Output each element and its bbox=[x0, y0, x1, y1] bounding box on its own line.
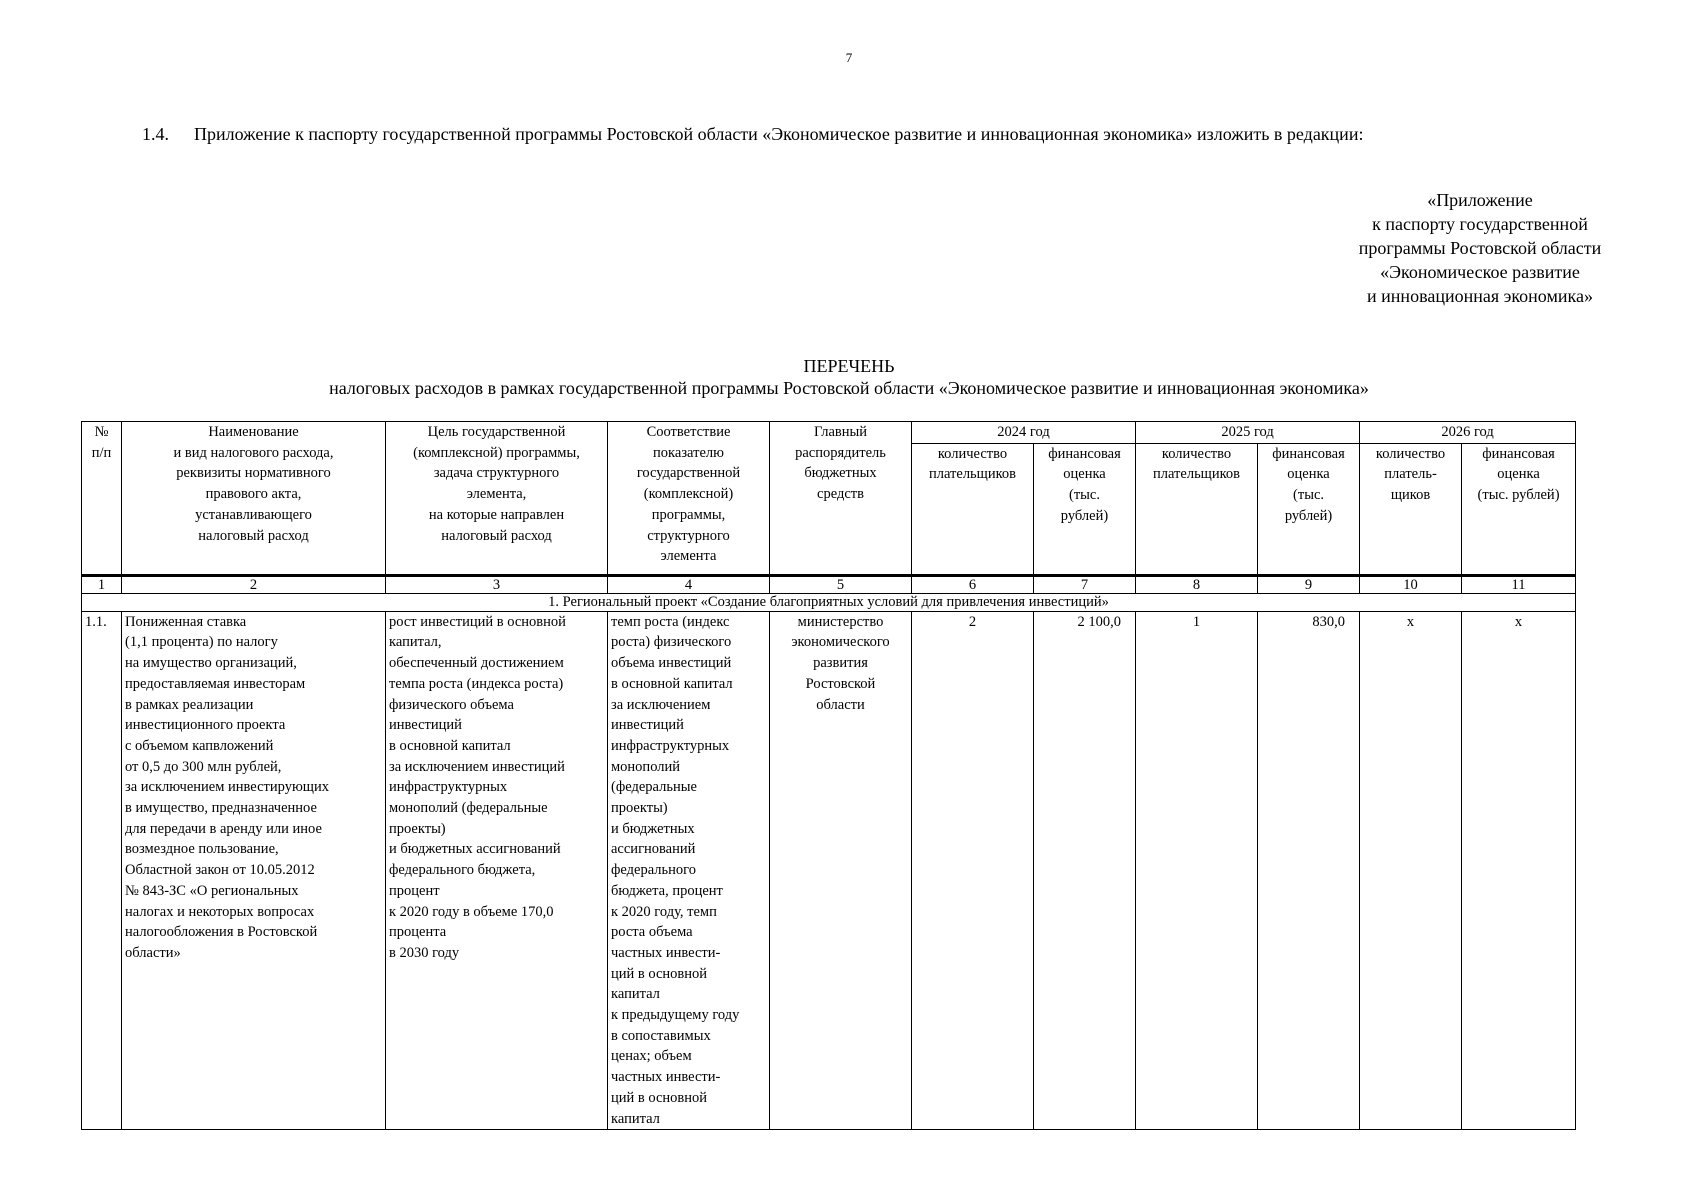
cell-line: процента bbox=[389, 924, 447, 941]
cell-line: темпа роста (индекса роста) bbox=[389, 675, 564, 692]
column-number: 3 bbox=[386, 575, 608, 593]
cell-line: рублей) bbox=[1284, 507, 1333, 524]
cell-line: количество bbox=[1161, 445, 1232, 462]
cell-line: к 2020 году в объеме 170,0 bbox=[389, 903, 554, 920]
cell-line: средств bbox=[817, 486, 864, 503]
cell-line: программы, bbox=[651, 506, 726, 523]
payers-2026: х bbox=[1360, 611, 1462, 1130]
cell-line: элемента, bbox=[466, 486, 527, 503]
column-number: 5 bbox=[770, 575, 912, 593]
header-num bbox=[82, 422, 122, 576]
cell-line: капитал bbox=[611, 1110, 660, 1127]
cell-line: № bbox=[94, 424, 109, 440]
header-finance-2026 bbox=[1462, 443, 1576, 575]
header-manager bbox=[770, 422, 912, 576]
row-number: 1.1. bbox=[82, 611, 122, 1130]
column-number: 7 bbox=[1034, 575, 1136, 593]
cell-line: инфраструктурных bbox=[389, 779, 508, 796]
cell-line: за исключением инвестиций bbox=[389, 758, 565, 775]
intro-text: Приложение к паспорту государственной программы Ростовской области «Экономическое развитие и инновационная экономика» изложить в редакции: bbox=[194, 124, 1364, 144]
cell-line: в 2030 году bbox=[389, 944, 460, 961]
header-compliance bbox=[608, 422, 770, 576]
cell-line: Соответствие bbox=[646, 424, 731, 440]
cell-line: обеспеченный достижением bbox=[389, 655, 564, 672]
header-year-2025: 2025 год bbox=[1136, 422, 1360, 444]
cell-line: (комплексной) программы, bbox=[413, 444, 580, 461]
finance-2025: 830,0 bbox=[1258, 611, 1360, 1130]
appendix-header bbox=[1330, 188, 1630, 308]
cell-line: бюджета, процент bbox=[611, 882, 723, 899]
cell-line: Областной закон от 10.05.2012 bbox=[125, 862, 315, 879]
cell-line: устанавливающего bbox=[195, 506, 312, 523]
cell-line: на которые направлен bbox=[428, 506, 565, 523]
cell-line: экономического bbox=[791, 634, 890, 651]
appendix-line: «Экономическое развитие bbox=[1380, 262, 1580, 282]
intro-paragraph bbox=[142, 124, 1363, 145]
cell-line: к 2020 году, темп bbox=[611, 903, 717, 920]
cell-line: рублей) bbox=[1060, 507, 1109, 524]
header-name bbox=[122, 422, 386, 576]
column-number: 11 bbox=[1462, 575, 1576, 593]
tax-expenses-table bbox=[81, 421, 1576, 1130]
budget-manager bbox=[770, 611, 912, 1130]
header-year-2026: 2026 год bbox=[1360, 422, 1576, 444]
tax-expense-name bbox=[122, 611, 386, 1130]
indicator-compliance bbox=[608, 611, 770, 1130]
cell-line: финансовая bbox=[1272, 445, 1345, 462]
cell-line: роста объема bbox=[611, 924, 693, 941]
cell-line: Пониженная ставка bbox=[125, 613, 247, 630]
cell-line: проекты) bbox=[389, 820, 446, 837]
title-sub: налоговых расходов в рамках государственной программы Ростовской области «Экономическое развитие и инновационная экономика» bbox=[329, 378, 1369, 398]
cell-line: налогообложения в Ростовской bbox=[125, 924, 318, 941]
cell-line: в основной капитал bbox=[389, 737, 511, 754]
cell-line: в имущество, предназначенное bbox=[125, 800, 317, 817]
cell-line: ассигнований bbox=[611, 841, 696, 858]
cell-line: задача структурного bbox=[433, 465, 560, 482]
cell-line: инвестиций bbox=[611, 717, 684, 734]
cell-line: частных инвести- bbox=[611, 1069, 721, 1086]
cell-line: объема инвестиций bbox=[611, 655, 732, 672]
cell-line: монополий (федеральные bbox=[389, 800, 548, 817]
cell-line: бюджетных bbox=[804, 465, 877, 482]
cell-line: плательщиков bbox=[928, 466, 1016, 483]
cell-line: области» bbox=[125, 944, 181, 961]
cell-line: физического объема bbox=[389, 696, 514, 713]
appendix-line: к паспорту государственной bbox=[1372, 214, 1588, 234]
cell-line: п/п bbox=[91, 444, 112, 461]
cell-line: налогах и некоторых вопросах bbox=[125, 903, 315, 920]
column-number: 4 bbox=[608, 575, 770, 593]
cell-line: Ростовской bbox=[805, 675, 876, 692]
appendix-line: и инновационная экономика» bbox=[1367, 286, 1593, 306]
cell-line: за исключением инвестирующих bbox=[125, 779, 329, 796]
cell-line: процент bbox=[389, 882, 440, 899]
header-finance-2024 bbox=[1034, 443, 1136, 575]
cell-line: (комплексной) bbox=[643, 486, 734, 503]
intro-number: 1.4. bbox=[142, 124, 169, 144]
column-number: 10 bbox=[1360, 575, 1462, 593]
cell-line: частных инвести- bbox=[611, 944, 721, 961]
header-finance-2025 bbox=[1258, 443, 1360, 575]
cell-line: (федеральные bbox=[611, 779, 697, 796]
payers-2024: 2 bbox=[912, 611, 1034, 1130]
cell-line: ценах; объем bbox=[611, 1048, 692, 1065]
appendix-line: «Приложение bbox=[1427, 190, 1533, 210]
cell-line: рост инвестиций в основной bbox=[389, 613, 566, 630]
column-number: 8 bbox=[1136, 575, 1258, 593]
document-title bbox=[0, 355, 1698, 399]
cell-line: оценка bbox=[1287, 466, 1330, 483]
cell-line: № 843-ЗС «О региональных bbox=[125, 882, 299, 899]
column-number-row bbox=[82, 575, 1576, 593]
cell-line: количество bbox=[937, 445, 1008, 462]
header-payers-2026 bbox=[1360, 443, 1462, 575]
cell-line: в основной капитал bbox=[611, 675, 733, 692]
cell-line: оценка bbox=[1063, 466, 1106, 483]
cell-line: темп роста (индекс bbox=[611, 613, 730, 630]
header-payers-2025 bbox=[1136, 443, 1258, 575]
cell-line: (1,1 процента) по налогу bbox=[125, 634, 278, 651]
cell-line: структурного bbox=[647, 527, 730, 544]
cell-line: Наименование bbox=[208, 424, 299, 440]
cell-line: от 0,5 до 300 млн рублей, bbox=[125, 758, 282, 775]
cell-line: налоговый расход bbox=[198, 527, 309, 544]
page-number: 7 bbox=[845, 50, 853, 65]
appendix-line: программы Ростовской области bbox=[1358, 238, 1602, 258]
header-goal bbox=[386, 422, 608, 576]
program-goal bbox=[386, 611, 608, 1130]
cell-line: платель- bbox=[1384, 466, 1437, 483]
column-number: 9 bbox=[1258, 575, 1360, 593]
cell-line: щиков bbox=[1390, 487, 1431, 504]
cell-line: ций в основной bbox=[611, 965, 708, 982]
cell-line: ций в основной bbox=[611, 1089, 708, 1106]
cell-line: количество bbox=[1375, 445, 1446, 462]
title-main: ПЕРЕЧЕНЬ bbox=[803, 356, 895, 376]
header-year-2024: 2024 год bbox=[912, 422, 1136, 444]
cell-line: проекты) bbox=[611, 800, 668, 817]
cell-line: в рамках реализации bbox=[125, 696, 254, 713]
cell-line: за исключением bbox=[611, 696, 711, 713]
cell-line: реквизиты нормативного bbox=[176, 465, 331, 482]
cell-line: (тыс. bbox=[1293, 487, 1324, 504]
cell-line: к предыдущему году bbox=[611, 1007, 740, 1024]
cell-line: оценка bbox=[1497, 466, 1540, 483]
finance-2026: х bbox=[1462, 611, 1576, 1130]
cell-line: предоставляемая инвесторам bbox=[125, 675, 306, 692]
cell-line: капитал, bbox=[389, 634, 442, 651]
cell-line: на имущество организаций, bbox=[125, 655, 297, 672]
cell-line: налоговый расход bbox=[441, 527, 552, 544]
cell-line: возмездное пользование, bbox=[125, 841, 279, 858]
section-row bbox=[82, 593, 1576, 611]
cell-line: развития bbox=[813, 655, 868, 672]
cell-line: в сопоставимых bbox=[611, 1027, 711, 1044]
payers-2025: 1 bbox=[1136, 611, 1258, 1130]
cell-line: финансовая bbox=[1048, 445, 1121, 462]
finance-2024: 2 100,0 bbox=[1034, 611, 1136, 1130]
cell-line: правового акта, bbox=[205, 486, 302, 503]
cell-line: плательщиков bbox=[1153, 466, 1241, 483]
cell-line: для передачи в аренду или иное bbox=[125, 820, 322, 837]
cell-line: инфраструктурных bbox=[611, 737, 730, 754]
cell-line: государственной bbox=[636, 465, 741, 482]
cell-line: инвестиционного проекта bbox=[125, 717, 286, 734]
cell-line: и вид налогового расхода, bbox=[173, 444, 334, 461]
cell-line: показателю bbox=[653, 444, 724, 461]
cell-line: роста) физического bbox=[611, 634, 732, 651]
cell-line: области bbox=[816, 696, 865, 713]
cell-line: и бюджетных bbox=[611, 820, 695, 837]
cell-line: инвестиций bbox=[389, 717, 462, 734]
cell-line: элемента bbox=[660, 548, 717, 565]
table-row bbox=[82, 611, 1576, 1130]
cell-line: (тыс. bbox=[1069, 487, 1100, 504]
cell-line: Цель государственной bbox=[427, 424, 566, 440]
column-number: 2 bbox=[122, 575, 386, 593]
header-payers-2024 bbox=[912, 443, 1034, 575]
section-title: 1. Региональный проект «Создание благоприятных условий для привлечения инвестиций» bbox=[82, 593, 1576, 611]
column-number: 6 bbox=[912, 575, 1034, 593]
cell-line: (тыс. рублей) bbox=[1477, 487, 1560, 504]
cell-line: федерального бюджета, bbox=[389, 862, 536, 879]
cell-line: Главный bbox=[813, 424, 868, 440]
cell-line: с объемом капвложений bbox=[125, 737, 274, 754]
cell-line: министерство bbox=[797, 613, 884, 630]
header-row-1 bbox=[82, 422, 1576, 444]
cell-line: капитал bbox=[611, 986, 660, 1003]
cell-line: распорядитель bbox=[795, 444, 886, 461]
cell-line: финансовая bbox=[1482, 445, 1555, 462]
column-number: 1 bbox=[82, 575, 122, 593]
cell-line: монополий bbox=[611, 758, 681, 775]
cell-line: и бюджетных ассигнований bbox=[389, 841, 561, 858]
cell-line: федерального bbox=[611, 862, 696, 879]
